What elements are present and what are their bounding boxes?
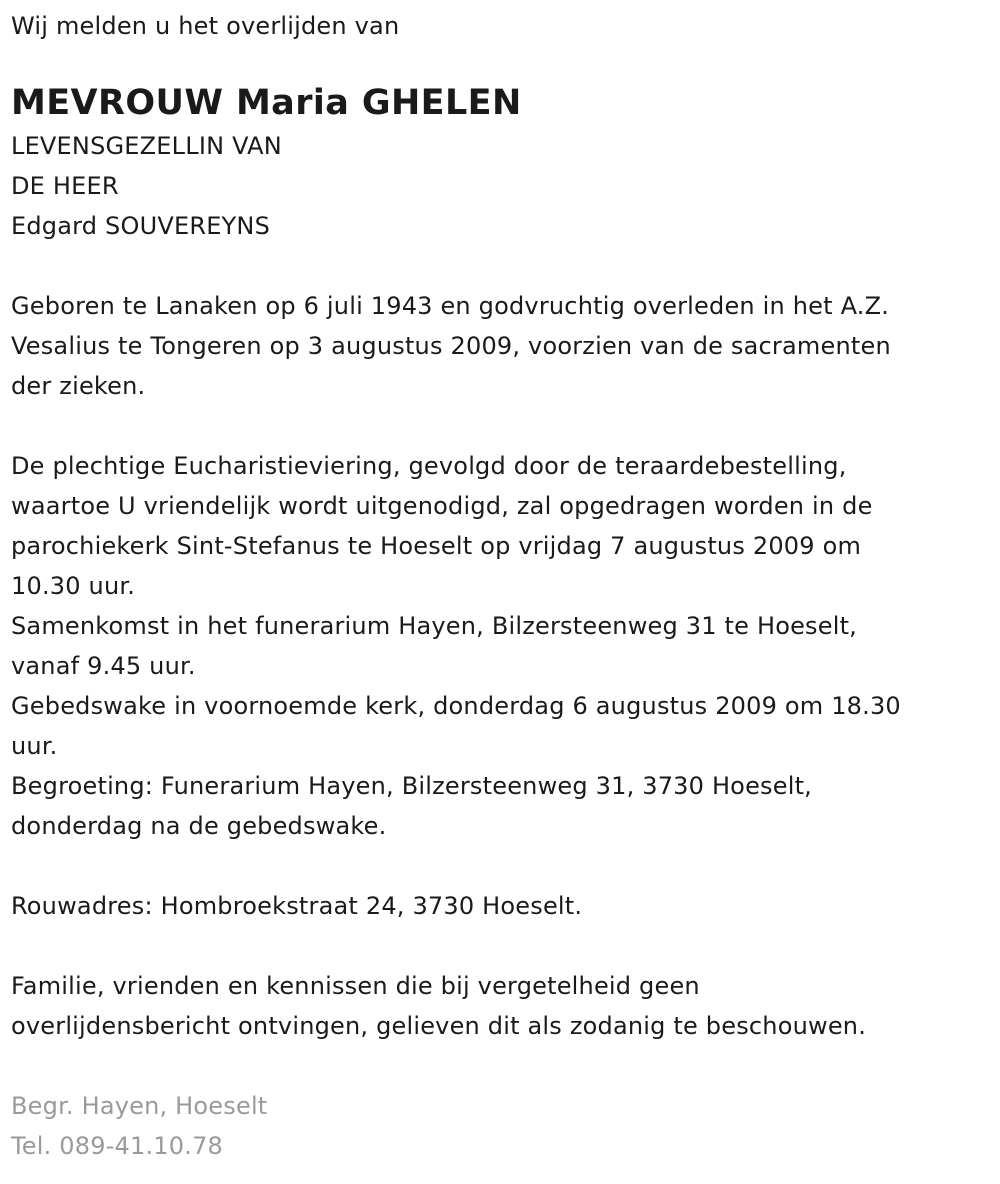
birth-death-line: der zieken. bbox=[11, 372, 146, 400]
ceremony-line: donderdag na de gebedswake. bbox=[11, 812, 387, 840]
ceremony-line: 10.30 uur. bbox=[11, 572, 136, 600]
relation-line: Edgard SOUVEREYNS bbox=[11, 212, 271, 240]
birth-death-block bbox=[11, 286, 990, 406]
ceremony-block bbox=[11, 446, 990, 846]
ceremony-line: vanaf 9.45 uur. bbox=[11, 652, 196, 680]
mourning-address: Rouwadres: Hombroekstraat 24, 3730 Hoeselt. bbox=[11, 892, 583, 920]
family-note-line: overlijdensbericht ontvingen, gelieven dit als zodanig te beschouwen. bbox=[11, 1012, 867, 1040]
spacer bbox=[11, 1046, 990, 1086]
spacer bbox=[11, 926, 990, 966]
deceased-name: MEVROUW Maria GHELEN bbox=[11, 83, 522, 123]
family-note-block bbox=[11, 966, 990, 1046]
spacer bbox=[11, 406, 990, 446]
birth-death-line: Vesalius te Tongeren op 3 augustus 2009, voorzien van de sacramenten bbox=[11, 332, 891, 360]
undertaker-name: Begr. Hayen, Hoeselt bbox=[11, 1092, 268, 1120]
undertaker-phone: Tel. 089-41.10.78 bbox=[11, 1132, 224, 1160]
ceremony-line: parochiekerk Sint-Stefanus te Hoeselt op vrijdag 7 augustus 2009 om bbox=[11, 532, 862, 560]
relation-line: LEVENSGEZELLIN VAN bbox=[11, 132, 282, 160]
footer-block bbox=[11, 1086, 990, 1166]
ceremony-line: De plechtige Eucharistieviering, gevolgd door de teraardebestelling, bbox=[11, 452, 847, 480]
birth-death-line: Geboren te Lanaken op 6 juli 1943 en godvruchtig overleden in het A.Z. bbox=[11, 292, 890, 320]
spacer bbox=[11, 246, 990, 286]
family-note-line: Familie, vrienden en kennissen die bij vergetelheid geen bbox=[11, 972, 700, 1000]
ceremony-line: uur. bbox=[11, 732, 58, 760]
ceremony-line: Begroeting: Funerarium Hayen, Bilzersteenweg 31, 3730 Hoeselt, bbox=[11, 772, 813, 800]
ceremony-line: Gebedswake in voornoemde kerk, donderdag 6 augustus 2009 om 18.30 bbox=[11, 692, 901, 720]
ceremony-line: waartoe U vriendelijk wordt uitgenodigd, zal opgedragen worden in de bbox=[11, 492, 873, 520]
relation-block bbox=[11, 126, 990, 246]
spacer bbox=[11, 846, 990, 886]
ceremony-line: Samenkomst in het funerarium Hayen, Bilzersteenweg 31 te Hoeselt, bbox=[11, 612, 858, 640]
relation-line: DE HEER bbox=[11, 172, 119, 200]
intro-text: Wij melden u het overlijden van bbox=[11, 12, 400, 40]
